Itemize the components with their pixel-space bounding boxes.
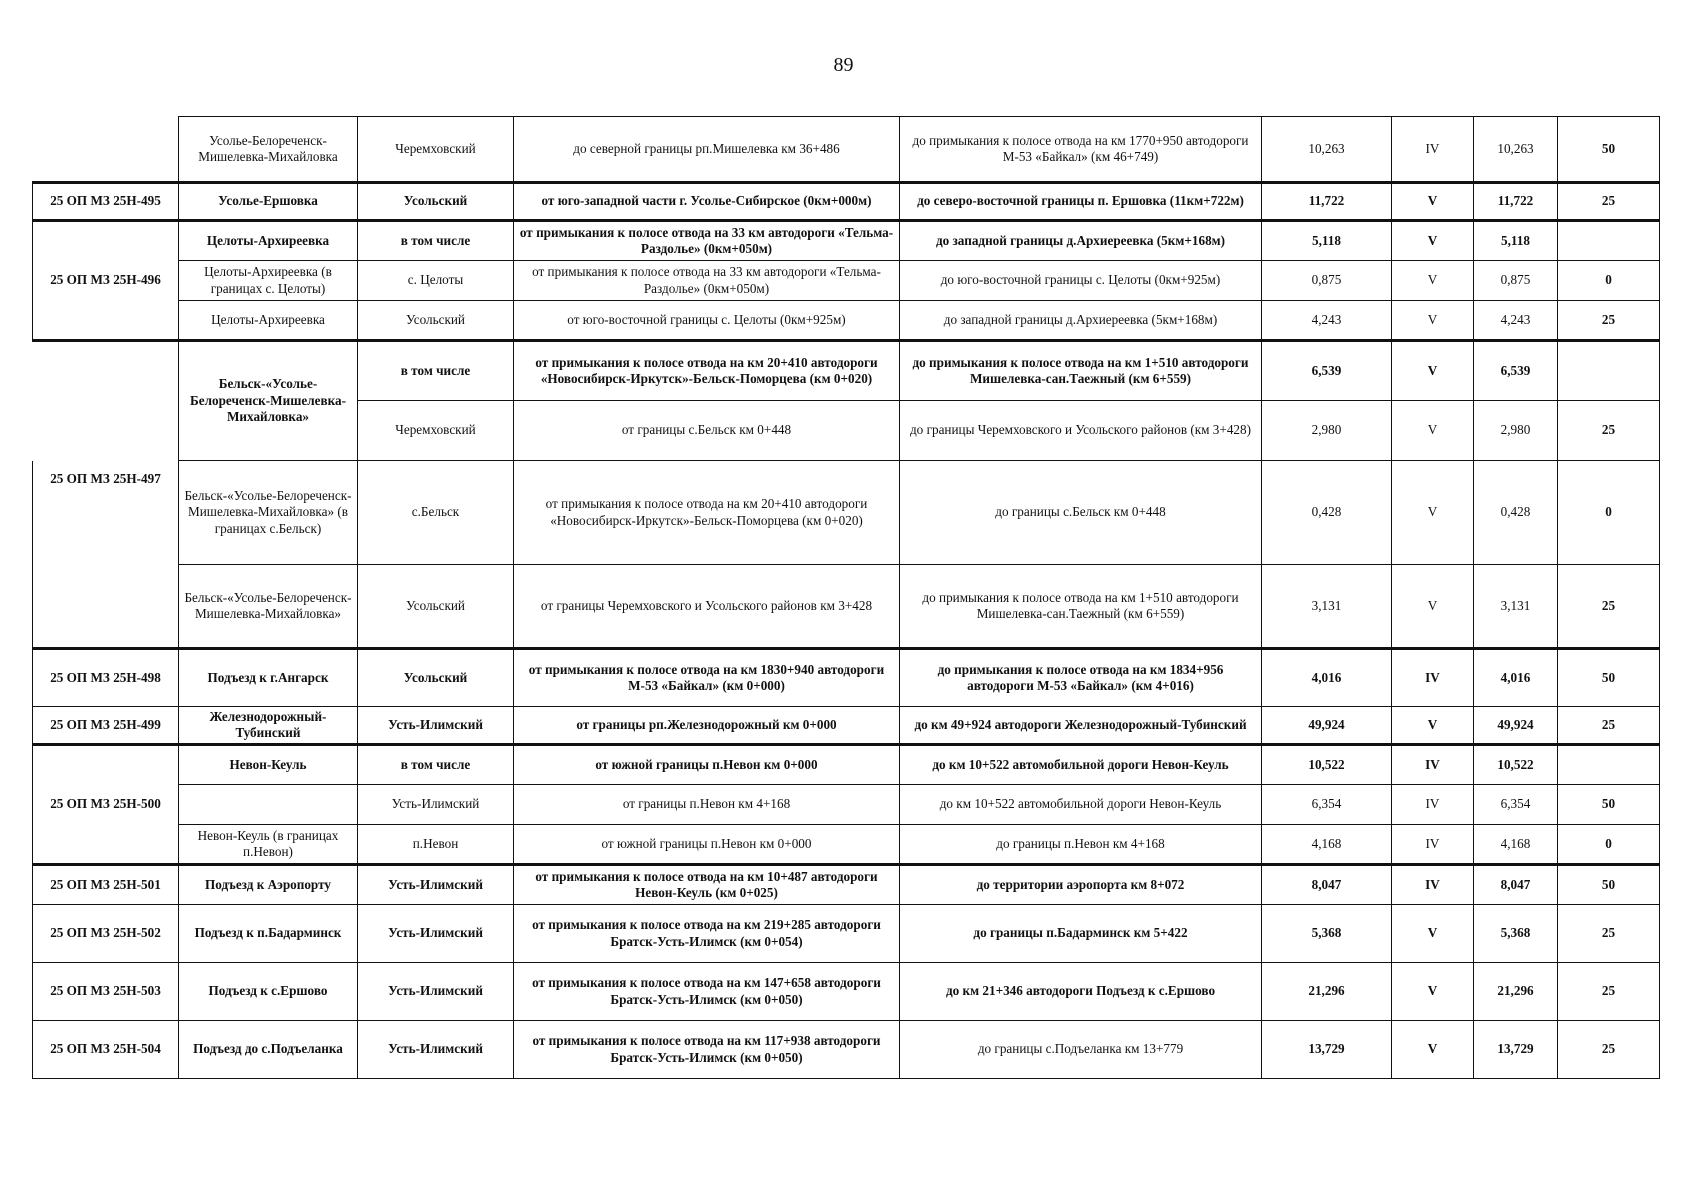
value-cell — [1558, 341, 1660, 401]
start-point-cell: от южной границы п.Невон км 0+000 — [514, 825, 900, 865]
table-row — [33, 301, 1660, 341]
start-point-cell: от юго-восточной границы с. Целоты (0км+925м) — [514, 301, 900, 341]
road-name-cell: Невон-Кеуль (в границах п.Невон) — [179, 825, 358, 865]
end-point-cell: до западной границы д.Архиереевка (5км+168м) — [900, 301, 1262, 341]
value-cell: 50 — [1558, 117, 1660, 183]
road-name-cell: Подъезд к п.Бадарминск — [179, 905, 358, 963]
length-total-cell: 3,131 — [1474, 565, 1558, 649]
road-name-cell: Бельск-«Усолье-Белореченск-Мишелевка-Михайловка» — [179, 341, 358, 461]
end-point-cell: до границы с.Бельск км 0+448 — [900, 461, 1262, 565]
length-cell: 10,263 — [1262, 117, 1392, 183]
district-cell: с.Бельск — [358, 461, 514, 565]
value-cell: 25 — [1558, 1021, 1660, 1079]
table-row — [33, 649, 1660, 707]
road-id-cell: 25 ОП МЗ 25Н-500 — [33, 745, 179, 865]
end-point-cell: до км 10+522 автомобильной дороги Невон-Кеуль — [900, 785, 1262, 825]
road-name-cell: Подъезд к с.Ершово — [179, 963, 358, 1021]
road-id-cell: 25 ОП МЗ 25Н-498 — [33, 649, 179, 707]
end-point-cell: до юго-восточной границы с. Целоты (0км+925м) — [900, 261, 1262, 301]
start-point-cell: от примыкания к полосе отвода на 33 км автодороги «Тельма-Раздолье» (0км+050м) — [514, 261, 900, 301]
start-point-cell: от примыкания к полосе отвода на км 10+487 автодороги Невон-Кеуль (км 0+025) — [514, 865, 900, 905]
road-name-cell: Усолье-Белореченск-Мишелевка-Михайловка — [179, 117, 358, 183]
length-total-cell: 4,243 — [1474, 301, 1558, 341]
road-name-cell: Подъезд к г.Ангарск — [179, 649, 358, 707]
length-total-cell: 13,729 — [1474, 1021, 1558, 1079]
table-row — [33, 825, 1660, 865]
district-cell: Усть-Илимский — [358, 785, 514, 825]
length-cell: 11,722 — [1262, 183, 1392, 221]
end-point-cell: до км 10+522 автомобильной дороги Невон-Кеуль — [900, 745, 1262, 785]
district-cell: в том числе — [358, 341, 514, 401]
district-cell: п.Невон — [358, 825, 514, 865]
end-point-cell: до западной границы д.Архиереевка (5км+168м) — [900, 221, 1262, 261]
end-point-cell: до примыкания к полосе отвода на км 1770+950 автодороги М-53 «Байкал» (км 46+749) — [900, 117, 1262, 183]
length-total-cell: 4,016 — [1474, 649, 1558, 707]
category-cell: IV — [1392, 785, 1474, 825]
start-point-cell: от примыкания к полосе отвода на 33 км автодороги «Тельма-Раздолье» (0км+050м) — [514, 221, 900, 261]
start-point-cell: от границы с.Бельск км 0+448 — [514, 401, 900, 461]
district-cell: Усть-Илимский — [358, 963, 514, 1021]
table-row — [33, 341, 1660, 401]
category-cell: V — [1392, 905, 1474, 963]
table-row — [33, 221, 1660, 261]
road-id-cell: 25 ОП МЗ 25Н-497 — [33, 461, 179, 649]
start-point-cell: от примыкания к полосе отвода на км 117+938 автодороги Братск-Усть-Илимск (км 0+050) — [514, 1021, 900, 1079]
table-row — [33, 565, 1660, 649]
value-cell: 50 — [1558, 865, 1660, 905]
value-cell: 0 — [1558, 461, 1660, 565]
district-cell: Усольский — [358, 565, 514, 649]
length-total-cell: 0,428 — [1474, 461, 1558, 565]
road-id-cell — [33, 341, 179, 461]
table-row — [33, 865, 1660, 905]
start-point-cell: от примыкания к полосе отвода на км 1830+940 автодороги М-53 «Байкал» (км 0+000) — [514, 649, 900, 707]
table-row — [33, 183, 1660, 221]
start-point-cell: до северной границы рп.Мишелевка км 36+486 — [514, 117, 900, 183]
value-cell: 25 — [1558, 905, 1660, 963]
road-name-cell: Бельск-«Усолье-Белореченск-Мишелевка-Михайловка» (в границах с.Бельск) — [179, 461, 358, 565]
start-point-cell: от юго-западной части г. Усолье-Сибирское (0км+000м) — [514, 183, 900, 221]
length-total-cell: 10,522 — [1474, 745, 1558, 785]
value-cell: 0 — [1558, 825, 1660, 865]
value-cell: 0 — [1558, 261, 1660, 301]
end-point-cell: до примыкания к полосе отвода на км 1834+956 автодороги М-53 «Байкал» (км 4+016) — [900, 649, 1262, 707]
length-cell: 3,131 — [1262, 565, 1392, 649]
length-cell: 2,980 — [1262, 401, 1392, 461]
start-point-cell: от границы п.Невон км 4+168 — [514, 785, 900, 825]
end-point-cell: до примыкания к полосе отвода на км 1+510 автодороги Мишелевка-сан.Таежный (км 6+559) — [900, 341, 1262, 401]
district-cell: Усольский — [358, 183, 514, 221]
district-cell: Усть-Илимский — [358, 905, 514, 963]
end-point-cell: до северо-восточной границы п. Ершовка (11км+722м) — [900, 183, 1262, 221]
road-id-cell — [33, 117, 179, 183]
table-row — [33, 117, 1660, 183]
end-point-cell: до границы с.Подъеланка км 13+779 — [900, 1021, 1262, 1079]
category-cell: IV — [1392, 865, 1474, 905]
length-cell: 4,016 — [1262, 649, 1392, 707]
length-cell: 5,118 — [1262, 221, 1392, 261]
category-cell: IV — [1392, 649, 1474, 707]
road-id-cell: 25 ОП МЗ 25Н-502 — [33, 905, 179, 963]
category-cell: V — [1392, 183, 1474, 221]
district-cell: Усольский — [358, 301, 514, 341]
district-cell: Усть-Илимский — [358, 707, 514, 745]
road-name-cell: Целоты-Архиреевка — [179, 301, 358, 341]
start-point-cell: от примыкания к полосе отвода на км 219+285 автодороги Братск-Усть-Илимск (км 0+054) — [514, 905, 900, 963]
road-name-cell: Подъезд к Аэропорту — [179, 865, 358, 905]
road-name-cell: Подъезд до с.Подъеланка — [179, 1021, 358, 1079]
length-total-cell: 5,118 — [1474, 221, 1558, 261]
length-cell: 13,729 — [1262, 1021, 1392, 1079]
length-total-cell: 10,263 — [1474, 117, 1558, 183]
end-point-cell: до км 49+924 автодороги Железнодорожный-Тубинский — [900, 707, 1262, 745]
value-cell: 25 — [1558, 565, 1660, 649]
length-total-cell: 21,296 — [1474, 963, 1558, 1021]
district-cell: Усть-Илимский — [358, 1021, 514, 1079]
category-cell: V — [1392, 261, 1474, 301]
category-cell: V — [1392, 461, 1474, 565]
end-point-cell: до территории аэропорта км 8+072 — [900, 865, 1262, 905]
road-name-cell: Целоты-Архиреевка — [179, 221, 358, 261]
table-row — [33, 785, 1660, 825]
length-total-cell: 8,047 — [1474, 865, 1558, 905]
district-cell: в том числе — [358, 221, 514, 261]
roads-table — [32, 116, 1660, 1079]
road-name-cell: Усолье-Ершовка — [179, 183, 358, 221]
length-total-cell: 5,368 — [1474, 905, 1558, 963]
end-point-cell: до км 21+346 автодороги Подъезд к с.Ершово — [900, 963, 1262, 1021]
table-row — [33, 707, 1660, 745]
start-point-cell: от границы Черемховского и Усольского районов км 3+428 — [514, 565, 900, 649]
road-id-cell: 25 ОП МЗ 25Н-504 — [33, 1021, 179, 1079]
start-point-cell: от примыкания к полосе отвода на км 147+658 автодороги Братск-Усть-Илимск (км 0+050) — [514, 963, 900, 1021]
table-row — [33, 1021, 1660, 1079]
road-name-cell: Невон-Кеуль — [179, 745, 358, 785]
length-total-cell: 6,539 — [1474, 341, 1558, 401]
road-id-cell: 25 ОП МЗ 25Н-501 — [33, 865, 179, 905]
table-row — [33, 963, 1660, 1021]
length-cell: 5,368 — [1262, 905, 1392, 963]
value-cell: 25 — [1558, 707, 1660, 745]
value-cell: 25 — [1558, 963, 1660, 1021]
length-total-cell: 2,980 — [1474, 401, 1558, 461]
road-name-cell: Целоты-Архиреевка (в границах с. Целоты) — [179, 261, 358, 301]
category-cell: V — [1392, 301, 1474, 341]
length-total-cell: 0,875 — [1474, 261, 1558, 301]
length-cell: 49,924 — [1262, 707, 1392, 745]
road-name-cell — [179, 785, 358, 825]
value-cell: 25 — [1558, 301, 1660, 341]
table-row — [33, 461, 1660, 565]
category-cell: V — [1392, 1021, 1474, 1079]
length-cell: 6,354 — [1262, 785, 1392, 825]
end-point-cell: до границы Черемховского и Усольского районов (км 3+428) — [900, 401, 1262, 461]
value-cell: 25 — [1558, 183, 1660, 221]
district-cell: с. Целоты — [358, 261, 514, 301]
road-id-cell: 25 ОП МЗ 25Н-496 — [33, 221, 179, 341]
district-cell: Усольский — [358, 649, 514, 707]
category-cell: IV — [1392, 117, 1474, 183]
start-point-cell: от южной границы п.Невон км 0+000 — [514, 745, 900, 785]
district-cell: в том числе — [358, 745, 514, 785]
value-cell — [1558, 745, 1660, 785]
road-name-cell: Бельск-«Усолье-Белореченск-Мишелевка-Михайловка» — [179, 565, 358, 649]
length-cell: 0,875 — [1262, 261, 1392, 301]
end-point-cell: до границы п.Невон км 4+168 — [900, 825, 1262, 865]
table-row — [33, 261, 1660, 301]
page-number: 89 — [833, 54, 854, 76]
length-total-cell: 49,924 — [1474, 707, 1558, 745]
category-cell: V — [1392, 707, 1474, 745]
length-total-cell: 4,168 — [1474, 825, 1558, 865]
value-cell: 50 — [1558, 785, 1660, 825]
start-point-cell: от примыкания к полосе отвода на км 20+410 автодороги «Новосибирск-Иркутск»-Бельск-Поморцева (км 0+020) — [514, 341, 900, 401]
category-cell: V — [1392, 401, 1474, 461]
length-cell: 4,243 — [1262, 301, 1392, 341]
road-id-cell: 25 ОП МЗ 25Н-499 — [33, 707, 179, 745]
category-cell: V — [1392, 963, 1474, 1021]
category-cell: V — [1392, 565, 1474, 649]
length-total-cell: 11,722 — [1474, 183, 1558, 221]
length-cell: 6,539 — [1262, 341, 1392, 401]
end-point-cell: до примыкания к полосе отвода на км 1+510 автодороги Мишелевка-сан.Таежный (км 6+559) — [900, 565, 1262, 649]
length-cell: 4,168 — [1262, 825, 1392, 865]
category-cell: V — [1392, 341, 1474, 401]
road-id-cell: 25 ОП МЗ 25Н-495 — [33, 183, 179, 221]
length-cell: 8,047 — [1262, 865, 1392, 905]
value-cell: 50 — [1558, 649, 1660, 707]
end-point-cell: до границы п.Бадарминск км 5+422 — [900, 905, 1262, 963]
start-point-cell: от примыкания к полосе отвода на км 20+410 автодороги «Новосибирск-Иркутск»-Бельск-Поморцева (км 0+020) — [514, 461, 900, 565]
road-name-cell: Железнодорожный-Тубинский — [179, 707, 358, 745]
road-id-cell: 25 ОП МЗ 25Н-503 — [33, 963, 179, 1021]
district-cell: Черемховский — [358, 401, 514, 461]
value-cell: 25 — [1558, 401, 1660, 461]
district-cell: Черемховский — [358, 117, 514, 183]
table-row — [33, 745, 1660, 785]
category-cell: V — [1392, 221, 1474, 261]
length-total-cell: 6,354 — [1474, 785, 1558, 825]
length-cell: 0,428 — [1262, 461, 1392, 565]
category-cell: IV — [1392, 825, 1474, 865]
start-point-cell: от границы рп.Железнодорожный км 0+000 — [514, 707, 900, 745]
length-cell: 21,296 — [1262, 963, 1392, 1021]
category-cell: IV — [1392, 745, 1474, 785]
value-cell — [1558, 221, 1660, 261]
length-cell: 10,522 — [1262, 745, 1392, 785]
table-row — [33, 905, 1660, 963]
district-cell: Усть-Илимский — [358, 865, 514, 905]
